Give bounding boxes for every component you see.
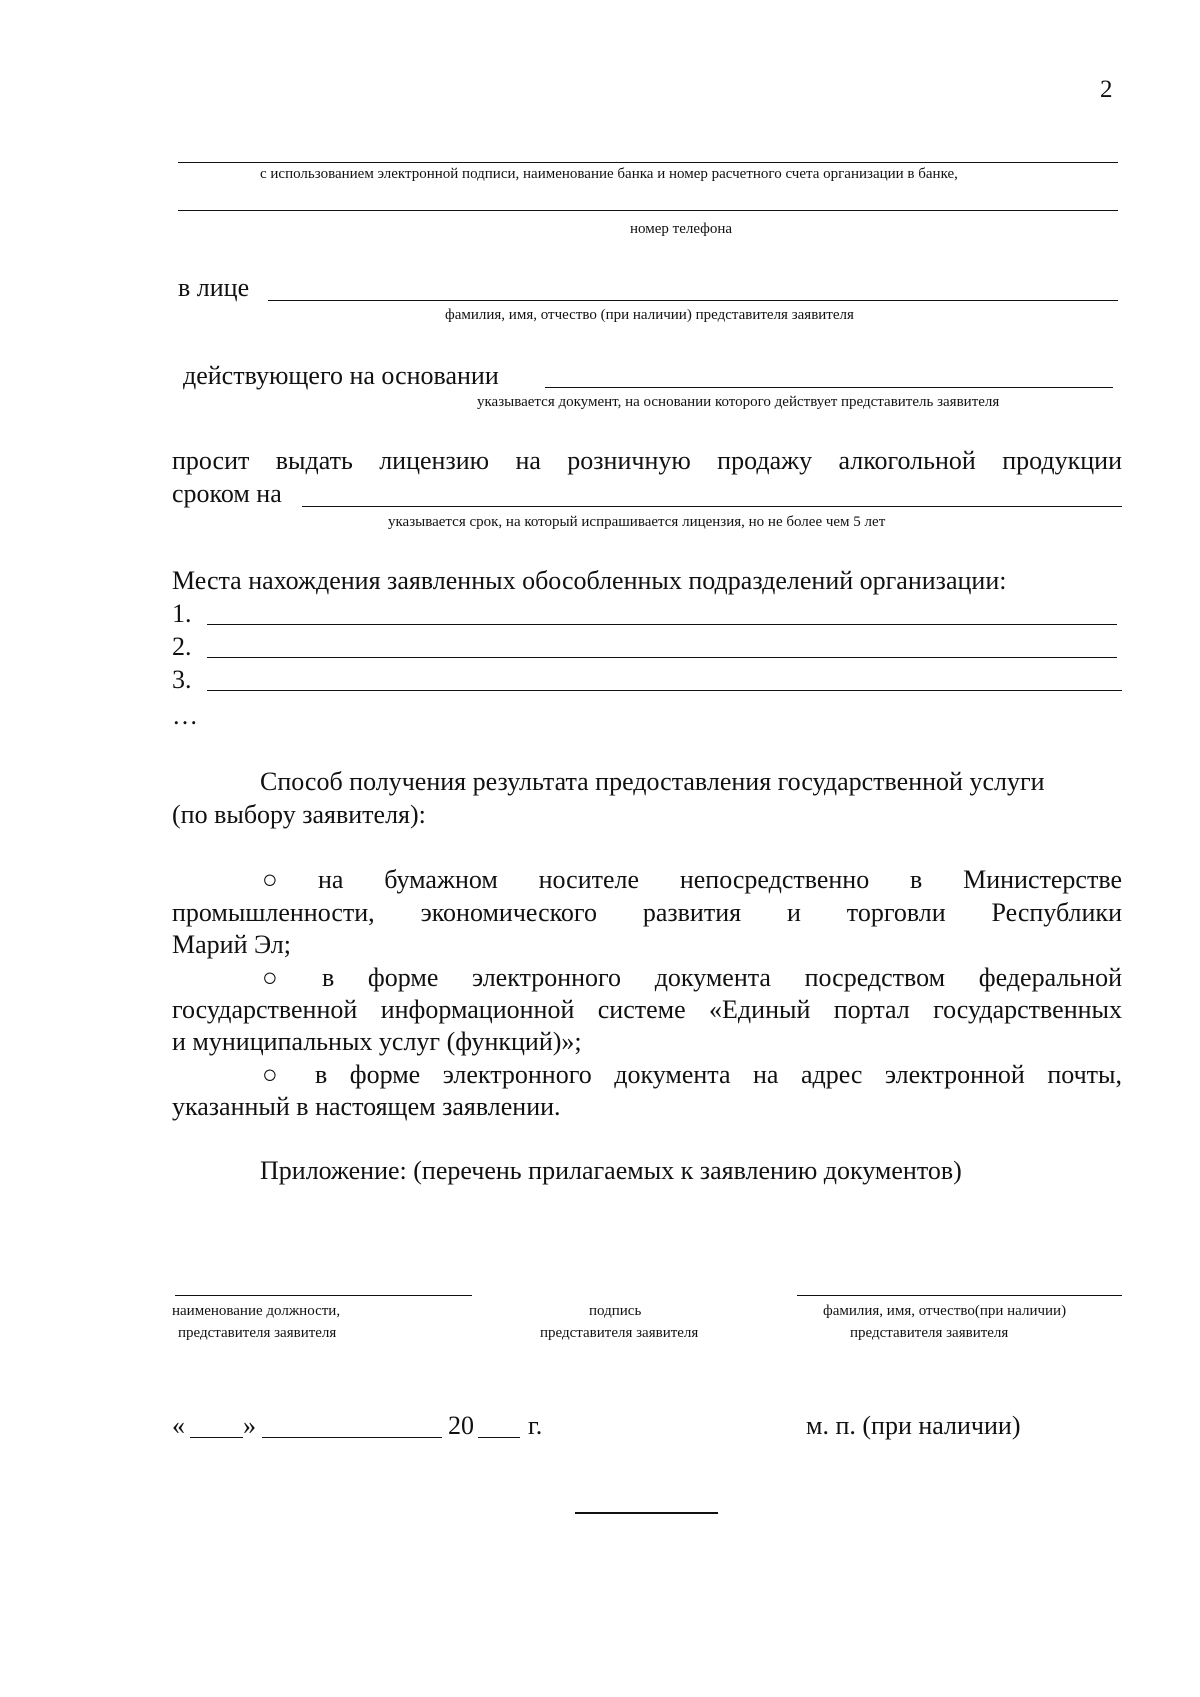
sig-signature-line2: представителя заявителя	[540, 1325, 699, 1341]
option2-word: посредством	[804, 963, 946, 992]
hint-phone: номер телефона	[630, 221, 733, 237]
option2-word: федеральной	[978, 963, 1122, 992]
acting-basis-label: действующего на основании	[183, 361, 499, 390]
closing-rule	[575, 1512, 718, 1514]
basis-line	[545, 387, 1113, 388]
request-term-label: сроком на	[172, 479, 282, 508]
option3-word: почты,	[1047, 1060, 1122, 1089]
hint-representative: фамилия, имя, отчество (при наличии) представителя заявителя	[445, 307, 854, 323]
sig-name-line1: фамилия, имя, отчество(при наличии)	[823, 1303, 1067, 1319]
option2-word: в	[322, 963, 335, 992]
option2-line3: и муниципальных услуг (функций)»;	[172, 1027, 582, 1056]
locations-heading: Места нахождения заявленных обособленных подразделений организации:	[172, 566, 1007, 595]
option1-word: Министерстве	[963, 865, 1122, 894]
option1-line1	[318, 864, 1122, 896]
option1-line3: Марий Эл;	[172, 930, 292, 959]
option1-word: промышленности,	[172, 898, 375, 927]
hint-bank-details: с использованием электронной подписи, наименование банка и номер расчетного счета организации в банке,	[260, 166, 958, 182]
date-open-quote: «	[172, 1411, 185, 1440]
location-number-1: 1.	[172, 599, 192, 628]
position-line	[175, 1295, 472, 1296]
name-line	[797, 1295, 1122, 1296]
page-number: 2	[1100, 76, 1113, 103]
option1-word: экономического	[420, 898, 597, 927]
in-person-label: в лице	[178, 273, 250, 302]
option2-word: электронного	[472, 963, 622, 992]
option1-bullet: ○	[262, 865, 278, 894]
method-heading-line2: (по выбору заявителя):	[172, 800, 426, 829]
attachment-line: Приложение: (перечень прилагаемых к заявлению документов)	[260, 1156, 962, 1185]
location-line-2	[207, 657, 1117, 658]
date-close-quote: »	[243, 1411, 256, 1440]
request-line: просит выдать лицензию на розничную продажу алкогольной продукции	[172, 446, 1122, 475]
sig-name-line2: представителя заявителя	[850, 1325, 1009, 1341]
option1-word: развития	[642, 898, 742, 927]
option2-line2: государственной информационной системе «Единый портал государственных	[172, 995, 1122, 1024]
option1-word: Республики	[991, 898, 1122, 927]
option1-word: носителе	[538, 865, 640, 894]
sig-position-line2: представителя заявителя	[178, 1325, 337, 1341]
date-year-prefix: 20	[448, 1411, 474, 1440]
option3-word: форме	[349, 1060, 421, 1089]
option3-bullet: ○	[262, 1060, 278, 1089]
option1-word: на	[318, 865, 344, 894]
term-line	[302, 506, 1122, 507]
location-number-2: 2.	[172, 632, 192, 661]
option1-word: и	[786, 898, 801, 927]
option2-word: документа	[654, 963, 771, 992]
option1-word: торговли	[846, 898, 946, 927]
date-day-line	[190, 1437, 243, 1438]
method-heading-line1: Способ получения результата предоставления государственной услуги	[260, 767, 1045, 796]
option1-word: непосредственно	[679, 865, 870, 894]
option2-line1	[322, 962, 1122, 994]
option3-word: электронной	[884, 1060, 1025, 1089]
locations-ellipsis: …	[172, 701, 198, 730]
hint-basis: указывается документ, на основании которого действует представитель заявителя	[477, 394, 1000, 410]
stamp-place: м. п. (при наличии)	[806, 1411, 1021, 1440]
option3-word: документа	[614, 1060, 731, 1089]
location-number-3: 3.	[172, 665, 192, 694]
option3-word: адрес	[800, 1060, 863, 1089]
option2-bullet: ○	[262, 963, 278, 992]
location-line-1	[207, 624, 1117, 625]
date-month-line	[262, 1437, 442, 1438]
location-line-3	[207, 690, 1122, 691]
option3-word: на	[752, 1060, 779, 1089]
option2-word: форме	[367, 963, 439, 992]
option1-word: бумажном	[384, 865, 498, 894]
bank-details-line	[178, 162, 1118, 163]
option3-word: электронного	[442, 1060, 592, 1089]
sig-signature-line1: подпись	[589, 1303, 642, 1319]
option1-word: в	[910, 865, 923, 894]
representative-line	[268, 300, 1118, 301]
option1-line2	[172, 897, 1122, 929]
option3-line1	[315, 1059, 1122, 1091]
date-year-line	[478, 1437, 520, 1438]
hint-term: указывается срок, на который испрашивается лицензия, но не более чем 5 лет	[388, 514, 886, 530]
option3-word: в	[315, 1060, 328, 1089]
sig-position-line1: наименование должности,	[172, 1303, 341, 1319]
phone-line	[178, 210, 1118, 211]
option3-line2: указанный в настоящем заявлении.	[172, 1092, 561, 1121]
date-year-suffix: г.	[528, 1411, 543, 1440]
